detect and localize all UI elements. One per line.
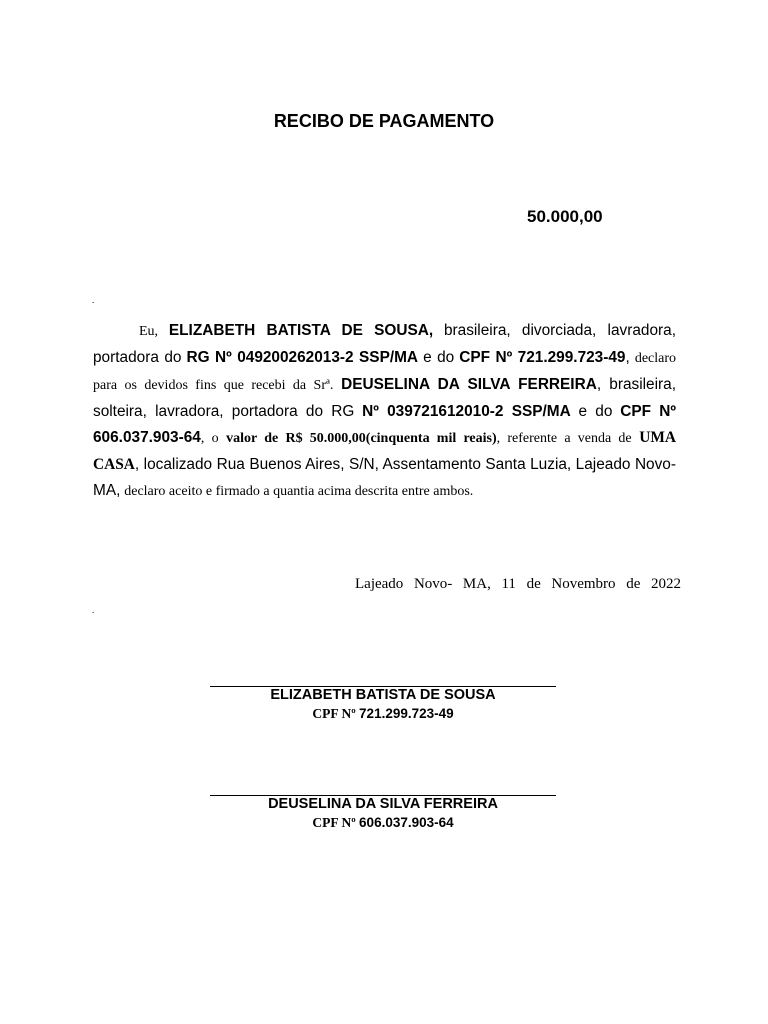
payer-name: DEUSELINA DA SILVA FERREIRA: [341, 376, 597, 393]
signer-name: ELIZABETH BATISTA DE SOUSA: [270, 687, 496, 703]
payee-name: ELIZABETH BATISTA DE SOUSA,: [168, 322, 434, 339]
body-text: brasileira, divorciada, lavradora, portadora do: [93, 322, 676, 366]
body-text: , localizado Rua Buenos Aires, S/N, Assentamento Santa Luzia, Lajeado Novo-MA,: [93, 456, 676, 499]
signer-cpf: [210, 706, 556, 722]
place-date: Lajeado Novo- MA, 11 de Novembro de 2022: [355, 576, 681, 592]
cpf-label: CPF Nº: [312, 815, 356, 830]
property-description: UMA CASA: [93, 429, 676, 473]
cpf-label: CPF Nº: [312, 706, 356, 721]
payee-rg: RG Nº 049200262013-2 SSP/MA: [186, 349, 419, 366]
body-text: e do: [423, 349, 455, 366]
body-text: e do: [578, 403, 613, 420]
body-text: ,: [625, 349, 630, 366]
body-text: , o: [200, 431, 219, 446]
body-text: , referente a venda de: [496, 431, 632, 446]
payer-cpf: CPF Nº 606.037.903-64: [93, 403, 676, 446]
signer-cpf: [210, 815, 556, 831]
amount-value: 50.000,00: [527, 207, 603, 226]
body-text: declaro para os devidos fins que recebi da Srª.: [93, 351, 677, 393]
paragraph-marker: .: [92, 605, 95, 615]
cpf-number: 721.299.723-49: [359, 706, 454, 721]
page-title: RECIBO DE PAGAMENTO: [273, 111, 495, 131]
signer-name: DEUSELINA DA SILVA FERREIRA: [268, 796, 498, 812]
payment-value: valor de R$ 50.000,00(cinquenta mil reais): [226, 431, 497, 446]
body-text: Eu,: [139, 324, 159, 339]
cpf-number: 606.037.903-64: [359, 815, 454, 830]
receipt-body: [93, 318, 676, 505]
paragraph-marker: .: [92, 295, 95, 305]
body-text: , brasileira, solteira, lavradora, portadora do RG: [93, 376, 677, 420]
body-text: declaro aceito e firmado a quantia acima descrita entre ambos.: [124, 484, 474, 499]
payee-cpf: CPF Nº 721.299.723-49: [459, 349, 626, 366]
payer-rg: Nº 039721612010-2 SSP/MA: [362, 403, 571, 420]
